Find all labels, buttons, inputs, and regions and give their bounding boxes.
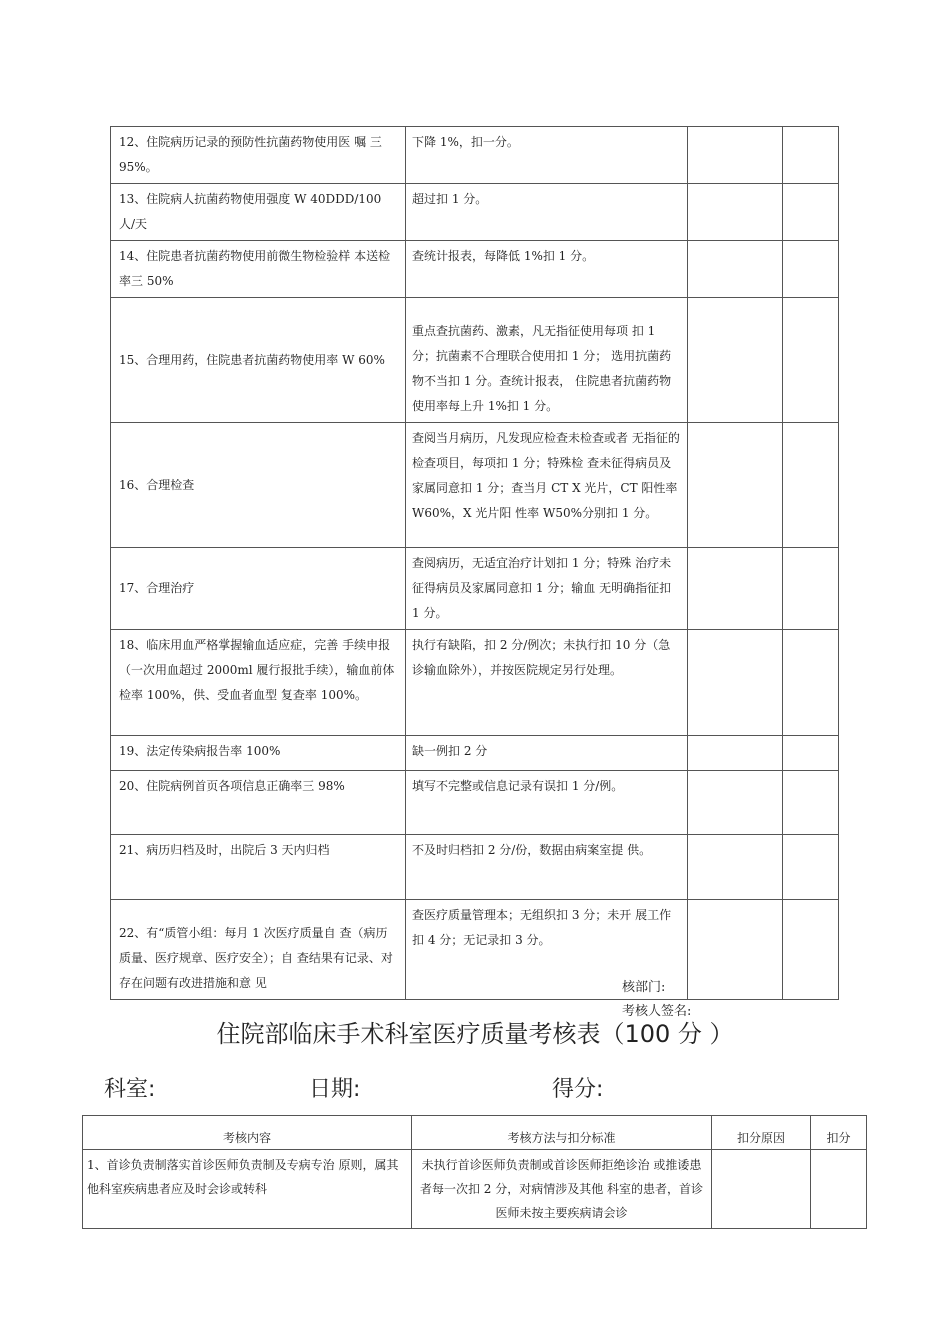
table-row (83, 1150, 867, 1229)
table-row (111, 298, 839, 423)
method-cell: 缺一例扣 2 分 (406, 736, 688, 771)
item-cell: 19、法定传染病报告率 100% (111, 736, 406, 771)
table-row (111, 736, 839, 771)
deduction-cell (783, 241, 839, 298)
item-cell: 17、合理治疗 (111, 548, 406, 630)
table-row (111, 423, 839, 548)
method-cell: 不及时归档扣 2 分/份，数据由病案室提 供。 (406, 835, 688, 900)
method-cell: 查统计报表，每降低 1%扣 1 分。 (406, 241, 688, 298)
method-cell: 查阅当月病历，凡发现应检查未检查或者 无指征的检查项目，每项扣 1 分；特殊检 查未征得病员及家属同意扣 1 分；查当月 CT X 光片，CT 阳性率 W60%，X 光片阳 性率 W50%分别扣 1 分。 (406, 423, 688, 548)
reason-cell (688, 184, 783, 241)
deduction-cell (783, 298, 839, 423)
reason-cell (688, 127, 783, 184)
item-cell: 13、住院病人抗菌药物使用强度 W 40DDD/100 人/天 (111, 184, 406, 241)
header-method: 考核方法与扣分标准 (412, 1116, 712, 1150)
table-header-row (83, 1116, 867, 1150)
date-label: 日期: (309, 1077, 361, 1102)
deduction-cell (783, 184, 839, 241)
dept-label: 科室: (104, 1077, 156, 1102)
reason-cell (688, 298, 783, 423)
method-cell: 查医疗质量管理本；无组织扣 3 分；未开 展工作扣 4 分；无记录扣 3 分。 (406, 900, 688, 1000)
reason-cell (688, 241, 783, 298)
deduction-cell (783, 127, 839, 184)
reason-cell (712, 1150, 811, 1229)
audit-dept-label: 核部门: (622, 980, 666, 995)
assessment-table (82, 1115, 867, 1229)
table-row (111, 900, 839, 1000)
reason-cell (688, 835, 783, 900)
item-cell: 22、有“质管小组：每月 1 次医疗质量自 查（病历质量、医疗规章、医疗安全）；自 查结果有记录、对存在问题有改进措施和意 见 (111, 900, 406, 1000)
deduction-cell (783, 423, 839, 548)
header-content: 考核内容 (83, 1116, 412, 1150)
score-label: 得分: (552, 1077, 604, 1102)
table-row (111, 241, 839, 298)
header-reason: 扣分原因 (712, 1116, 811, 1150)
reason-cell (688, 548, 783, 630)
method-cell: 重点查抗菌药、激素，凡无指征使用每项 扣 1 分；抗菌素不合理联合使用扣 1 分； 选用抗菌药物不当扣 1 分。查统计报表， 住院患者抗菌药物使用率每上升 1%扣 1 分。 (406, 298, 688, 423)
item-cell: 15、合理用药，住院患者抗菌药物使用率 W 60% (111, 298, 406, 423)
method-cell: 超过扣 1 分。 (406, 184, 688, 241)
item-cell: 14、住院患者抗菌药物使用前微生物检验样 本送检率三 50% (111, 241, 406, 298)
deduction-cell (783, 771, 839, 835)
reason-cell (688, 771, 783, 835)
method-cell: 填写不完整或信息记录有误扣 1 分/例。 (406, 771, 688, 835)
deduction-cell (811, 1150, 867, 1229)
deduction-cell (783, 548, 839, 630)
reason-cell (688, 736, 783, 771)
table-row (111, 127, 839, 184)
item-cell: 20、住院病例首页各项信息正确率三 98% (111, 771, 406, 835)
assessment-table-continued (110, 126, 839, 1000)
deduction-cell (783, 736, 839, 771)
table-row (111, 548, 839, 630)
header-deduction: 扣分 (811, 1116, 867, 1150)
table-row (111, 184, 839, 241)
item-cell: 16、合理检查 (111, 423, 406, 548)
deduction-cell (783, 900, 839, 1000)
deduction-cell (783, 630, 839, 736)
table-row (111, 771, 839, 835)
deduction-cell (783, 835, 839, 900)
item-cell: 18、临床用血严格掌握输血适应症，完善 手续申报（一次用血超过 2000ml 履行报批手续），输血前体检率 100%，供、受血者血型 复查率 100%。 (111, 630, 406, 736)
reason-cell (688, 423, 783, 548)
table-row (111, 835, 839, 900)
method-cell: 下降 1%，扣一分。 (406, 127, 688, 184)
method-cell: 执行有缺陷，扣 2 分/例次；未执行扣 10 分（急诊输血除外），并按医院规定另行处理。 (406, 630, 688, 736)
item-cell: 21、病历归档及时，出院后 3 天内归档 (111, 835, 406, 900)
table-row (111, 630, 839, 736)
item-cell: 12、住院病历记录的预防性抗菌药物使用医 嘱 三 95%。 (111, 127, 406, 184)
item-cell: 1、首诊负责制落实首诊医师负责制及专病专治 原则，属其他科室疾病患者应及时会诊或转科 (83, 1150, 412, 1229)
reason-cell (688, 900, 783, 1000)
method-cell: 查阅病历，无适宜治疗计划扣 1 分；特殊 治疗未征得病员及家属同意扣 1 分；输血 无明确指征扣 1 分。 (406, 548, 688, 630)
page-title: 住院部临床手术科室医疗质量考核表（100 分 ） (216, 1020, 734, 1048)
assessor-signature-label: 考核人签名: (622, 1004, 692, 1019)
method-cell: 未执行首诊医师负责制或首诊医师拒绝诊治 或推诿患者每一次扣 2 分，对病情涉及其他 科室的患者，首诊医师未按主要疾病请会诊 (412, 1150, 712, 1229)
reason-cell (688, 630, 783, 736)
